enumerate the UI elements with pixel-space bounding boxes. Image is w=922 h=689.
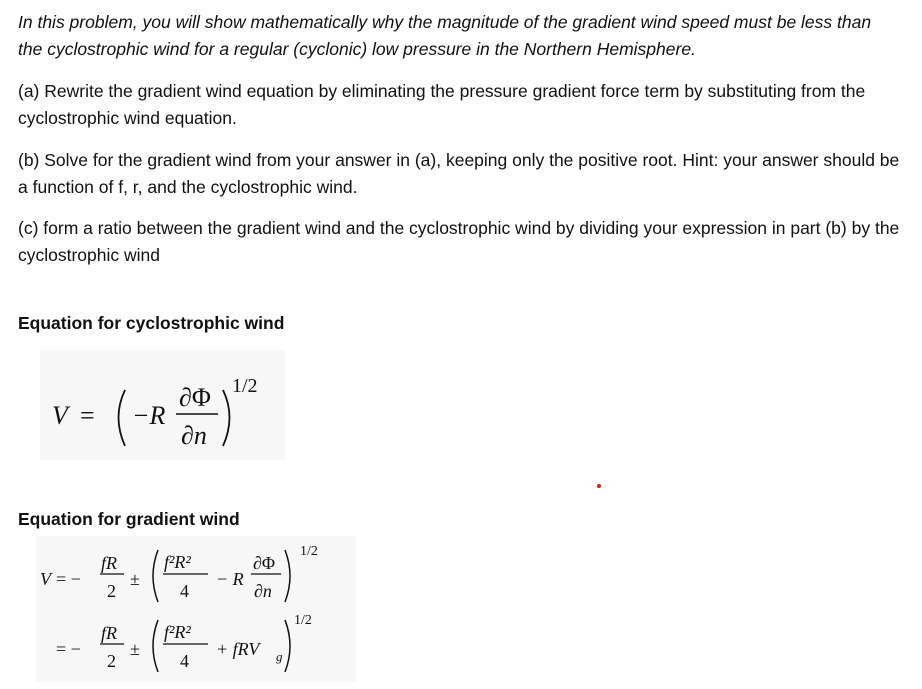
red-dot-mark [597, 484, 601, 488]
eq-g-four-1: 4 [180, 581, 189, 601]
part-b-text: (b) Solve for the gradient wind from your answer in (a), keeping only the positive root. Hint: your answer should be a function of f, r, and the cyclostrophic wind. [18, 150, 900, 197]
eq-g-minus-r: − R [216, 569, 244, 589]
part-a-text: (a) Rewrite the gradient wind equation by eliminating the pressure gradient force term by substituting from the cyclostrophic wind equation. [18, 81, 866, 128]
eq-g-equals-1: = − [56, 569, 81, 589]
eq-g-left-paren-1 [153, 550, 158, 602]
eq-c-equals: = [80, 401, 95, 430]
eq-g-left-paren-2 [153, 620, 158, 672]
eq-g-numer: ∂Φ [253, 553, 276, 573]
eq-g-f2r2-2: f²R² [164, 622, 191, 642]
eq-c-minus-r: −R [132, 401, 166, 430]
eq-g-exponent-2: 1/2 [294, 613, 312, 628]
eq-g-right-paren-1 [285, 550, 290, 602]
eq-g-fr-2: fR [101, 623, 117, 643]
eq-c-right-paren [223, 390, 230, 446]
gradient-equation-svg [36, 536, 356, 682]
part-c-text: (c) form a ratio between the gradient wind and the cyclostrophic wind by dividing your expression in part (b) by the cyclostrophic wind [18, 218, 900, 265]
cyclostrophic-equation [40, 350, 285, 460]
intro-text: In this problem, you will show mathematically why the magnitude of the gradient wind speed must be less than the cyclostrophic wind for a regular (cyclonic) low pressure in the Northern Hemisphere. [18, 12, 872, 59]
eq-g-plus-frv: + fRV [216, 639, 260, 659]
eq-g-two-1: 2 [107, 581, 116, 601]
eq-g-fr-1: fR [101, 553, 117, 573]
eq-c-lhs: V [52, 401, 68, 430]
eq-c-numer: ∂Φ [179, 383, 211, 412]
eq-g-pm-1: ± [130, 569, 140, 589]
eq-g-f2r2-1: f²R² [164, 552, 191, 572]
gradient-equation [36, 536, 356, 682]
eq-g-sub-g: g [276, 649, 283, 664]
eq-g-denom: ∂n [254, 581, 272, 601]
eq-c-denom: ∂n [181, 421, 207, 450]
eq-g-pm-2: ± [130, 639, 140, 659]
eq-g-four-2: 4 [180, 651, 189, 671]
eq-c-exponent: 1/2 [232, 375, 258, 397]
cyclostrophic-equation-svg [40, 350, 285, 460]
eq-g-right-paren-2 [285, 620, 290, 672]
eq-c-left-paren [119, 390, 126, 446]
eq-g-two-2: 2 [107, 651, 116, 671]
gradient-heading: Equation for gradient wind [18, 509, 240, 529]
eq-g-lhs: V [40, 569, 51, 589]
eq-g-exponent-1: 1/2 [300, 544, 318, 559]
eq-g-equals-2: = − [56, 639, 81, 659]
cyclostrophic-heading: Equation for cyclostrophic wind [18, 313, 285, 333]
